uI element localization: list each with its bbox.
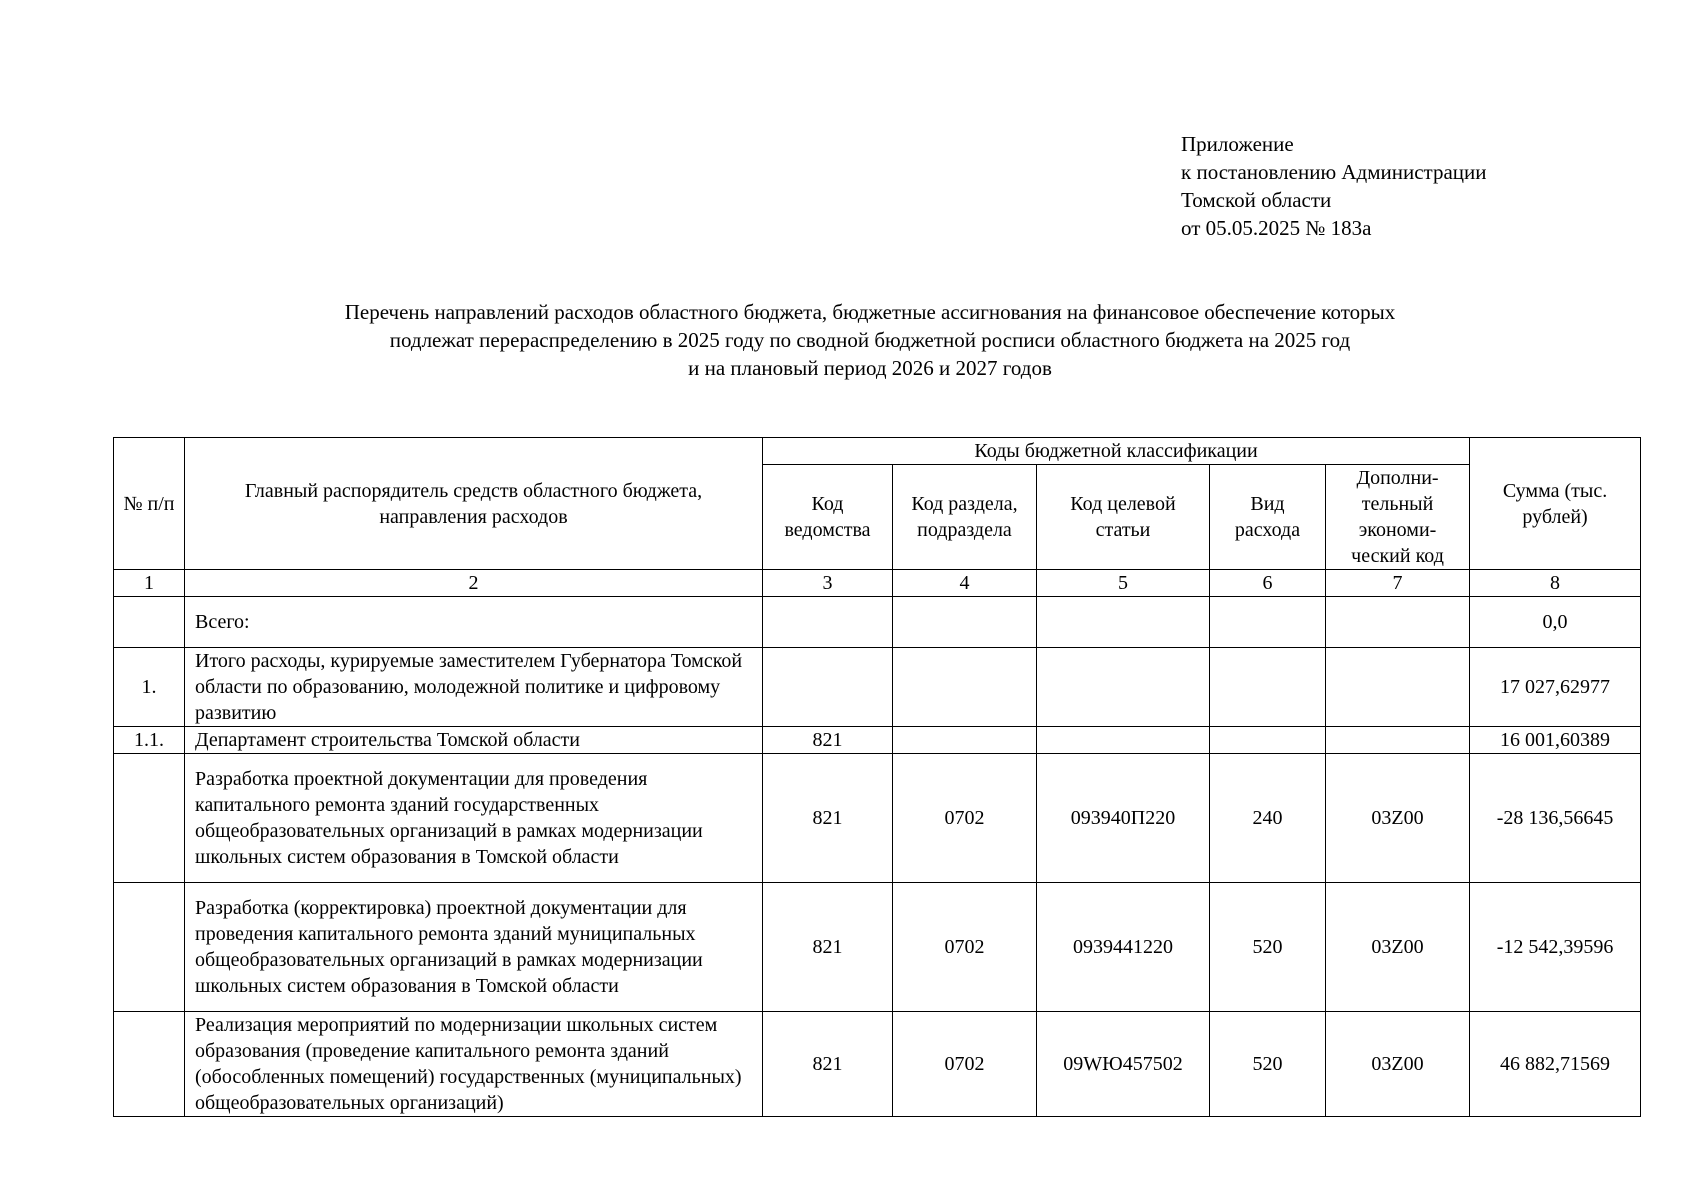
row-extra-code: 03Z00 xyxy=(1326,883,1470,1012)
row-extra-code: 03Z00 xyxy=(1326,1012,1470,1117)
row-dept-code: 821 xyxy=(763,727,893,754)
row-section-code: 0702 xyxy=(893,1012,1037,1117)
row-expense-type: 520 xyxy=(1210,1012,1326,1117)
row-name: Всего: xyxy=(185,597,763,648)
row-target-code xyxy=(1037,727,1210,754)
row-num xyxy=(114,883,185,1012)
appendix-date-number: от 05.05.2025 № 183а xyxy=(1181,216,1372,240)
title-line: Перечень направлений расходов областного бюджета, бюджетные ассигнования на финансовое обеспечение которых xyxy=(344,300,1396,324)
row-num xyxy=(114,754,185,883)
title-line: подлежат перераспределению в 2025 году по сводной бюджетной росписи областного бюджета на 2025 год xyxy=(389,328,1351,352)
row-num xyxy=(114,597,185,648)
row-section-code xyxy=(893,727,1037,754)
row-name: Разработка проектной документации для проведения капитального ремонта зданий государственных общеобразовательных организаций в рамках модернизации школьных систем образования в Томской области xyxy=(185,754,763,883)
column-number: 8 xyxy=(1470,570,1641,597)
row-dept-code xyxy=(763,597,893,648)
column-number: 4 xyxy=(893,570,1037,597)
header-codes-group: Коды бюджетной классификации xyxy=(763,438,1470,465)
header-dept-code: Код ведомства xyxy=(763,465,893,570)
row-expense-type: 520 xyxy=(1210,883,1326,1012)
appendix-line: Томской области xyxy=(1181,188,1332,212)
row-num: 1.1. xyxy=(114,727,185,754)
row-name: Реализация мероприятий по модернизации школьных систем образования (проведение капитального ремонта зданий (обособленных помещений) государственных (муниципальных) общеобразовательных организаций) xyxy=(185,1012,763,1117)
header-name: Главный распорядитель средств областного бюджета, направления расходов xyxy=(185,438,763,570)
row-expense-type: 240 xyxy=(1210,754,1326,883)
row-num xyxy=(114,1012,185,1117)
header-target-code: Код целевой статьи xyxy=(1037,465,1210,570)
row-name: Итого расходы, курируемые заместителем Губернатора Томской области по образованию, молодежной политике и цифровому развитию xyxy=(185,648,763,727)
row-dept-code xyxy=(763,648,893,727)
row-target-code: 0939441220 xyxy=(1037,883,1210,1012)
table-row xyxy=(114,648,1641,727)
row-expense-type xyxy=(1210,648,1326,727)
table-row xyxy=(114,754,1641,883)
header-section-code: Код раздела, подраздела xyxy=(893,465,1037,570)
row-extra-code xyxy=(1326,597,1470,648)
header-expense-type: Вид расхода xyxy=(1210,465,1326,570)
row-dept-code: 821 xyxy=(763,883,893,1012)
column-number: 2 xyxy=(185,570,763,597)
row-sum: 0,0 xyxy=(1470,597,1641,648)
table-row-total xyxy=(114,597,1641,648)
row-dept-code: 821 xyxy=(763,754,893,883)
row-name: Разработка (корректировка) проектной документации для проведения капитального ремонта зданий муниципальных общеобразовательных организаций в рамках модернизации школьных систем образования в Томской области xyxy=(185,883,763,1012)
table-row xyxy=(114,1012,1641,1117)
table-row xyxy=(114,727,1641,754)
row-target-code: 09WЮ457502 xyxy=(1037,1012,1210,1117)
column-number: 3 xyxy=(763,570,893,597)
row-expense-type xyxy=(1210,727,1326,754)
row-extra-code xyxy=(1326,727,1470,754)
column-number: 1 xyxy=(114,570,185,597)
appendix-block xyxy=(1181,130,1487,242)
row-target-code: 093940П220 xyxy=(1037,754,1210,883)
column-number-row xyxy=(114,570,1641,597)
header-extra-code: Дополни-тельный экономи-ческий код xyxy=(1326,465,1470,570)
row-target-code xyxy=(1037,648,1210,727)
row-sum: -28 136,56645 xyxy=(1470,754,1641,883)
header-num: № п/п xyxy=(114,438,185,570)
column-number: 5 xyxy=(1037,570,1210,597)
row-sum: 16 001,60389 xyxy=(1470,727,1641,754)
row-expense-type xyxy=(1210,597,1326,648)
budget-table xyxy=(113,437,1641,1117)
row-section-code: 0702 xyxy=(893,754,1037,883)
row-target-code xyxy=(1037,597,1210,648)
row-section-code xyxy=(893,648,1037,727)
row-section-code xyxy=(893,597,1037,648)
row-sum: -12 542,39596 xyxy=(1470,883,1641,1012)
appendix-line: к постановлению Администрации xyxy=(1181,160,1487,184)
row-extra-code: 03Z00 xyxy=(1326,754,1470,883)
header-sum: Сумма (тыс. рублей) xyxy=(1470,438,1641,570)
row-name: Департамент строительства Томской области xyxy=(185,727,763,754)
row-extra-code xyxy=(1326,648,1470,727)
row-sum: 46 882,71569 xyxy=(1470,1012,1641,1117)
row-sum: 17 027,62977 xyxy=(1470,648,1641,727)
document-title xyxy=(140,298,1600,382)
column-number: 7 xyxy=(1326,570,1470,597)
row-dept-code: 821 xyxy=(763,1012,893,1117)
title-line: и на плановый период 2026 и 2027 годов xyxy=(688,356,1052,380)
row-num: 1. xyxy=(114,648,185,727)
table-row xyxy=(114,883,1641,1012)
appendix-line: Приложение xyxy=(1181,132,1294,156)
column-number: 6 xyxy=(1210,570,1326,597)
row-section-code: 0702 xyxy=(893,883,1037,1012)
